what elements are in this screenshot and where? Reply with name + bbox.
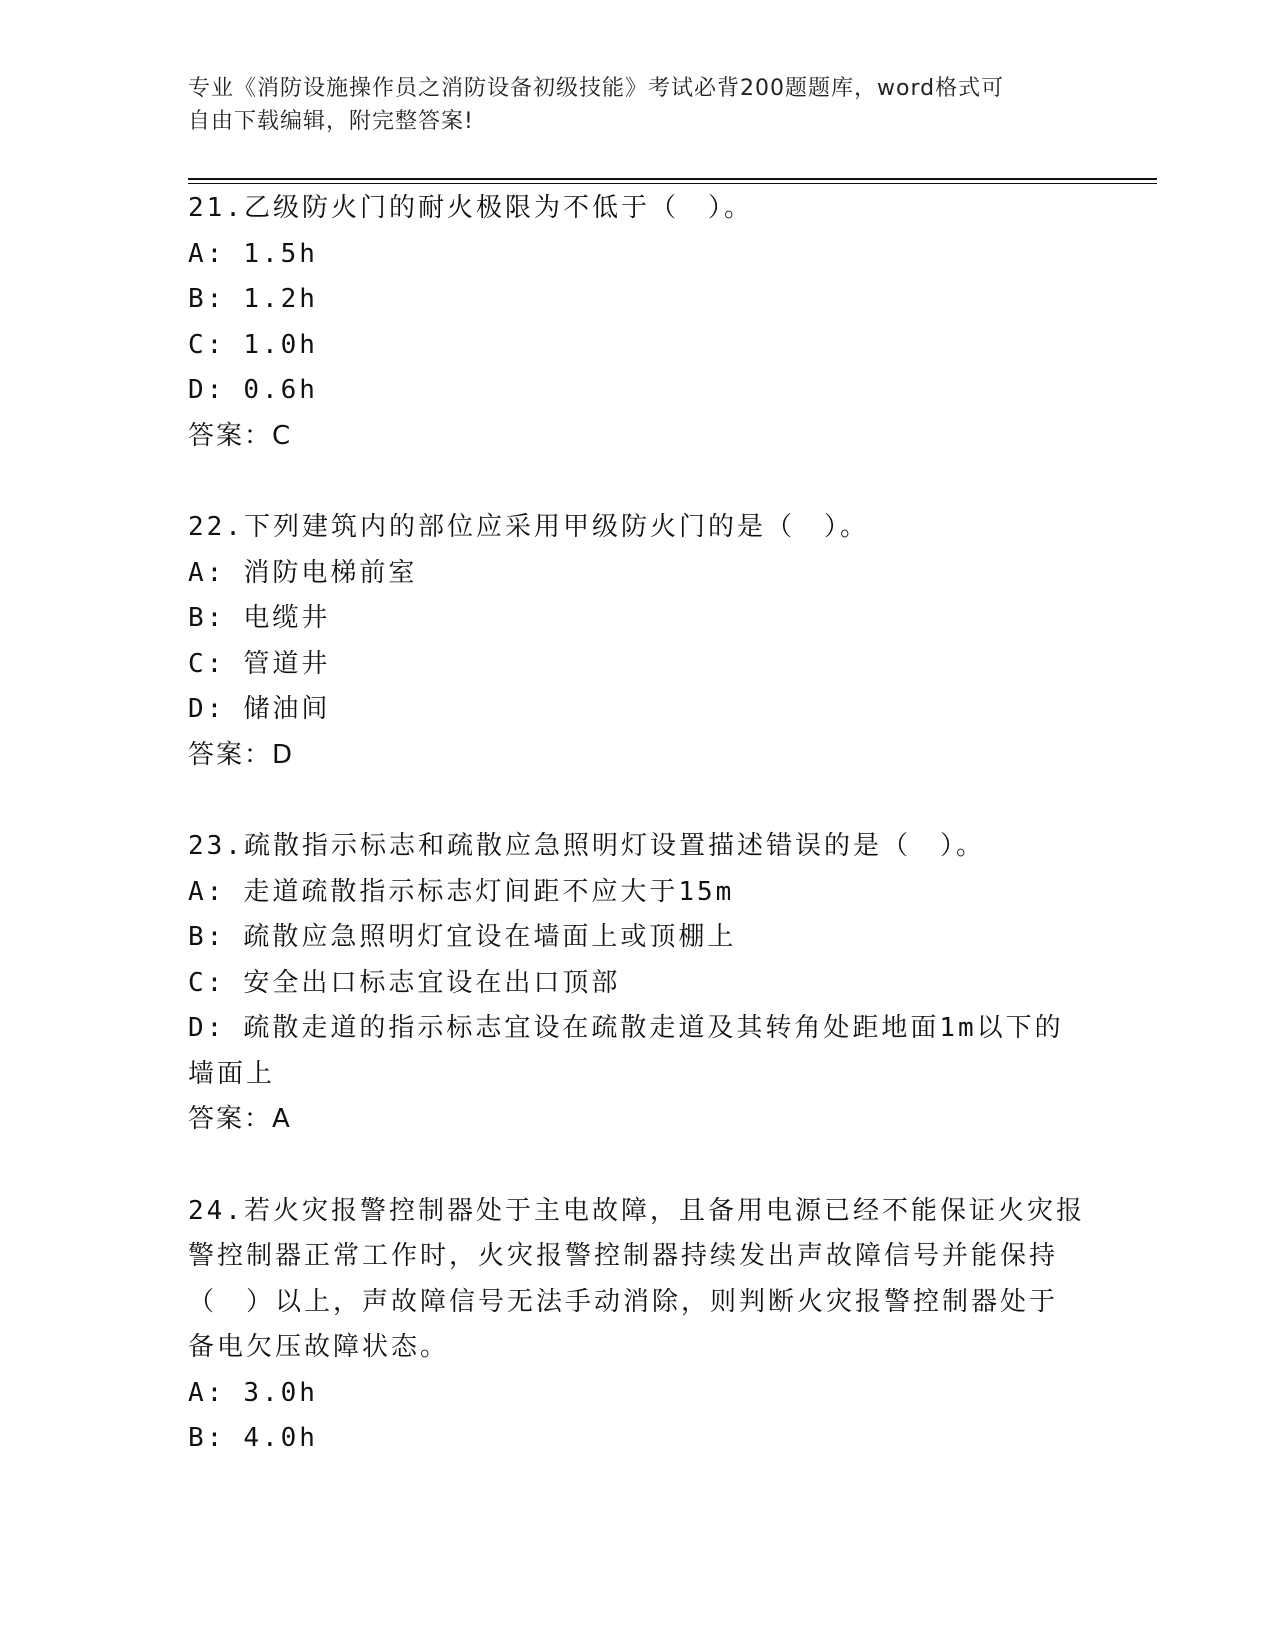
- option-value: 储油间: [243, 694, 331, 724]
- question-text-line-2: 警控制器正常工作时，火灾报警控制器持续发出声故障信号并能保持: [188, 1241, 1059, 1271]
- question-22: [188, 505, 1088, 778]
- option-letter: C:: [188, 648, 226, 679]
- answer-line: [188, 733, 1088, 779]
- option-letter: D:: [188, 694, 226, 724]
- option-letter: D:: [188, 375, 226, 405]
- option-value: 消防电梯前室: [243, 557, 418, 588]
- document-header: [188, 72, 1068, 138]
- question-text: 23.疏散指示标志和疏散应急照明灯设置描述错误的是（ ）。: [188, 831, 985, 861]
- answer-line: [188, 414, 1088, 460]
- option-value: 电缆井: [243, 603, 331, 633]
- option-letter: C:: [188, 329, 226, 360]
- question-text-line-3: （ ）以上，声故障信号无法手动消除，则判断火灾报警控制器处于: [188, 1286, 1059, 1317]
- option-value: 1.2h: [243, 284, 318, 314]
- option-letter: A:: [188, 1377, 226, 1408]
- option-letter: B:: [188, 1423, 226, 1453]
- option-d: [188, 687, 1088, 733]
- option-c: [188, 961, 1088, 1007]
- header-divider-thin: [188, 183, 1157, 184]
- question-text-line-1: 24.若火灾报警控制器处于主电故障，且备用电源已经不能保证火灾报: [188, 1195, 1085, 1226]
- option-c: [188, 642, 1088, 688]
- option-d: [188, 1006, 1088, 1052]
- option-value: 疏散走道的指示标志宜设在疏散走道及其转角处距地面1m以下的: [243, 1013, 1064, 1043]
- option-a: [188, 551, 1088, 597]
- answer-label: 答案：: [188, 739, 273, 770]
- option-value: 疏散应急照明灯宜设在墙面上或顶棚上: [243, 922, 737, 952]
- spacer: [188, 778, 1088, 824]
- option-letter: A:: [188, 557, 226, 588]
- question-21: [188, 186, 1088, 459]
- option-a: [188, 232, 1088, 278]
- option-letter: D:: [188, 1013, 226, 1043]
- answer-value: C: [272, 420, 293, 451]
- header-divider-thick: [188, 178, 1157, 180]
- option-value: 走道疏散指示标志灯间距不应大于15m: [243, 876, 735, 907]
- option-value: 0.6h: [243, 375, 318, 405]
- spacer: [188, 1143, 1088, 1189]
- option-value: 1.0h: [243, 329, 318, 360]
- option-d: [188, 368, 1088, 414]
- option-letter: A:: [188, 238, 226, 269]
- option-letter: C:: [188, 967, 226, 998]
- question-text-line-4: 备电欠压故障状态。: [188, 1332, 450, 1362]
- option-d-continued: 墙面上: [188, 1058, 276, 1089]
- option-value: 3.0h: [243, 1377, 318, 1408]
- header-line-2: 自由下载编辑，附完整答案!: [188, 109, 474, 134]
- option-value: 管道井: [243, 648, 331, 679]
- question-24: [188, 1189, 1088, 1462]
- option-a: [188, 870, 1088, 916]
- option-value: 4.0h: [243, 1423, 318, 1453]
- option-a: [188, 1371, 1088, 1417]
- question-23: [188, 824, 1088, 1143]
- question-list: [188, 186, 1088, 1462]
- option-b: [188, 277, 1088, 323]
- option-value: 安全出口标志宜设在出口顶部: [243, 967, 621, 998]
- option-b: [188, 915, 1088, 961]
- option-letter: B:: [188, 284, 226, 314]
- option-value: 1.5h: [243, 238, 318, 269]
- option-c: [188, 323, 1088, 369]
- answer-value: D: [272, 739, 295, 770]
- option-letter: B:: [188, 603, 226, 633]
- spacer: [188, 459, 1088, 505]
- question-text: 22.下列建筑内的部位应采用甲级防火门的是（ ）。: [188, 512, 869, 542]
- option-letter: A:: [188, 876, 226, 907]
- option-b: [188, 1416, 1088, 1462]
- answer-label: 答案：: [188, 1104, 273, 1134]
- header-line-1: 专业《消防设施操作员之消防设备初级技能》考试必背200题题库，word格式可: [188, 76, 1005, 101]
- option-letter: B:: [188, 922, 226, 952]
- question-text: 21.乙级防火门的耐火极限为不低于（ ）。: [188, 193, 753, 223]
- answer-line: [188, 1097, 1088, 1143]
- option-b: [188, 596, 1088, 642]
- answer-label: 答案：: [188, 420, 273, 451]
- answer-value: A: [272, 1104, 292, 1134]
